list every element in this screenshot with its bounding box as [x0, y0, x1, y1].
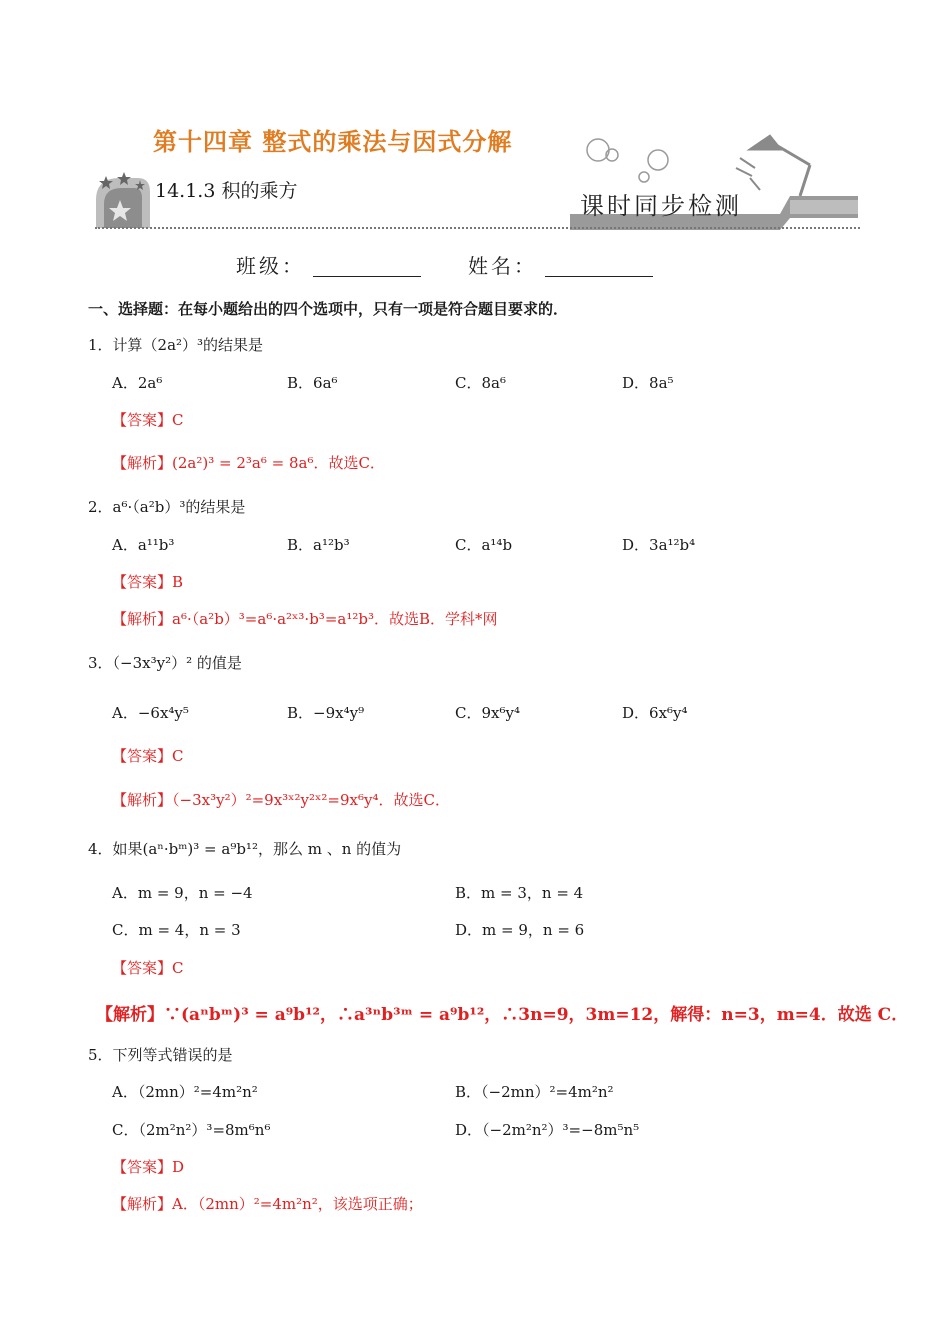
class-blank [313, 256, 421, 277]
analysis-text: (2a²)³ = 2³a⁶ = 8a⁶．故选C． [172, 454, 385, 472]
option-c: C．（2m²n²）³=8m⁶n⁶ [112, 1121, 271, 1139]
question-number: 2． [88, 498, 113, 516]
analysis-text: ∵(aⁿbᵐ)³ = a⁹b¹²，∴a³ⁿb³ᵐ = a⁹b¹²，∴3n=9，3m=12，解得：n=3，m=4．故选 C． [164, 1005, 909, 1025]
answer-4 [112, 957, 184, 978]
analysis-text: （−3x³y²）²=9x³ˣ²y²ˣ²=9x⁶y⁴．故选C． [172, 791, 450, 809]
analysis-label: 【解析】 [96, 1005, 164, 1025]
question-4 [88, 838, 401, 859]
answer-value: D [172, 1158, 185, 1176]
analysis-label: 【解析】 [112, 454, 173, 472]
analysis-4 [96, 1000, 908, 1025]
answer-value: B [172, 573, 184, 591]
answer-label: 【答案】 [112, 411, 173, 429]
option-a: A．−6x⁴y⁵ [112, 704, 189, 722]
answer-label: 【答案】 [112, 1158, 173, 1176]
answer-3 [112, 745, 184, 766]
section-title: 14.1.3 积的乘方 [155, 180, 298, 202]
option-d: D．m = 9，n = 6 [455, 921, 585, 939]
answer-1 [112, 409, 184, 430]
question-2 [88, 496, 245, 517]
question-number: 3． [88, 654, 113, 672]
option-c: C．8a⁶ [455, 374, 506, 392]
bubble-decoration [587, 139, 668, 182]
header-divider [95, 227, 860, 229]
class-label: 班级： [236, 254, 305, 278]
option-c: C．m = 4，n = 3 [112, 921, 241, 939]
chapter-title: 第十四章 整式的乘法与因式分解 [153, 128, 513, 156]
name-label: 姓名： [468, 254, 537, 278]
section-heading: 一、选择题：在每小题给出的四个选项中，只有一项是符合题目要求的． [88, 300, 569, 318]
question-number: 5． [88, 1046, 113, 1064]
name-blank [545, 256, 653, 277]
question-number: 4． [88, 840, 113, 858]
answer-5 [112, 1156, 184, 1177]
question-1 [88, 334, 263, 355]
analysis-text: A．（2mn）²=4m²n²，该选项正确； [172, 1195, 423, 1213]
answer-value: C [172, 959, 184, 977]
question-3 [88, 652, 242, 673]
option-a: A．（2mn）²=4m²n² [112, 1083, 258, 1101]
answer-value: C [172, 411, 184, 429]
star-badge-icon [96, 172, 150, 228]
analysis-label: 【解析】 [112, 1195, 173, 1213]
question-stem: （−3x³y²）² 的值是 [112, 654, 242, 672]
question-stem: 如果(aⁿ·bᵐ)³ = a⁹b¹²，那么 m 、n 的值为 [112, 840, 402, 858]
analysis-label: 【解析】 [112, 610, 173, 628]
question-stem: a⁶·（a²b）³的结果是 [112, 498, 246, 516]
analysis-1 [112, 452, 385, 473]
answer-2 [112, 571, 183, 592]
option-d: D．8a⁵ [622, 374, 674, 392]
question-number: 1． [88, 336, 113, 354]
option-d: D．6x⁶y⁴ [622, 704, 688, 722]
option-d: D．3a¹²b⁴ [622, 536, 696, 554]
banner-label: 课时同步检测 [580, 192, 742, 220]
option-b: B．（−2mn）²=4m²n² [455, 1083, 614, 1101]
analysis-3 [112, 789, 450, 810]
option-a: A．2a⁶ [112, 374, 163, 392]
question-5 [88, 1044, 233, 1065]
option-b: B．a¹²b³ [287, 536, 350, 554]
option-d: D．（−2m²n²）³=−8m⁵n⁵ [455, 1121, 640, 1139]
option-a: A．m = 9，n = −4 [112, 884, 253, 902]
option-b: B．m = 3，n = 4 [455, 884, 584, 902]
option-c: C．a¹⁴b [455, 536, 513, 554]
analysis-2 [112, 608, 498, 629]
desk-lamp-icon [736, 135, 810, 196]
question-stem: 计算（2a²）³的结果是 [112, 336, 264, 354]
analysis-label: 【解析】 [112, 791, 173, 809]
question-stem: 下列等式错误的是 [112, 1046, 233, 1064]
option-c: C．9x⁶y⁴ [455, 704, 520, 722]
answer-label: 【答案】 [112, 573, 173, 591]
analysis-text: a⁶·（a²b）³=a⁶·a²ˣ³·b³=a¹²b³．故选B．学科*网 [172, 610, 498, 628]
class-field [236, 250, 421, 279]
answer-label: 【答案】 [112, 959, 173, 977]
answer-value: C [172, 747, 184, 765]
header-decoration [0, 0, 950, 240]
answer-label: 【答案】 [112, 747, 173, 765]
option-b: B．6a⁶ [287, 374, 338, 392]
option-a: A．a¹¹b³ [112, 536, 175, 554]
option-b: B．−9x⁴y⁹ [287, 704, 365, 722]
name-field [468, 250, 653, 279]
analysis-5 [112, 1193, 423, 1214]
